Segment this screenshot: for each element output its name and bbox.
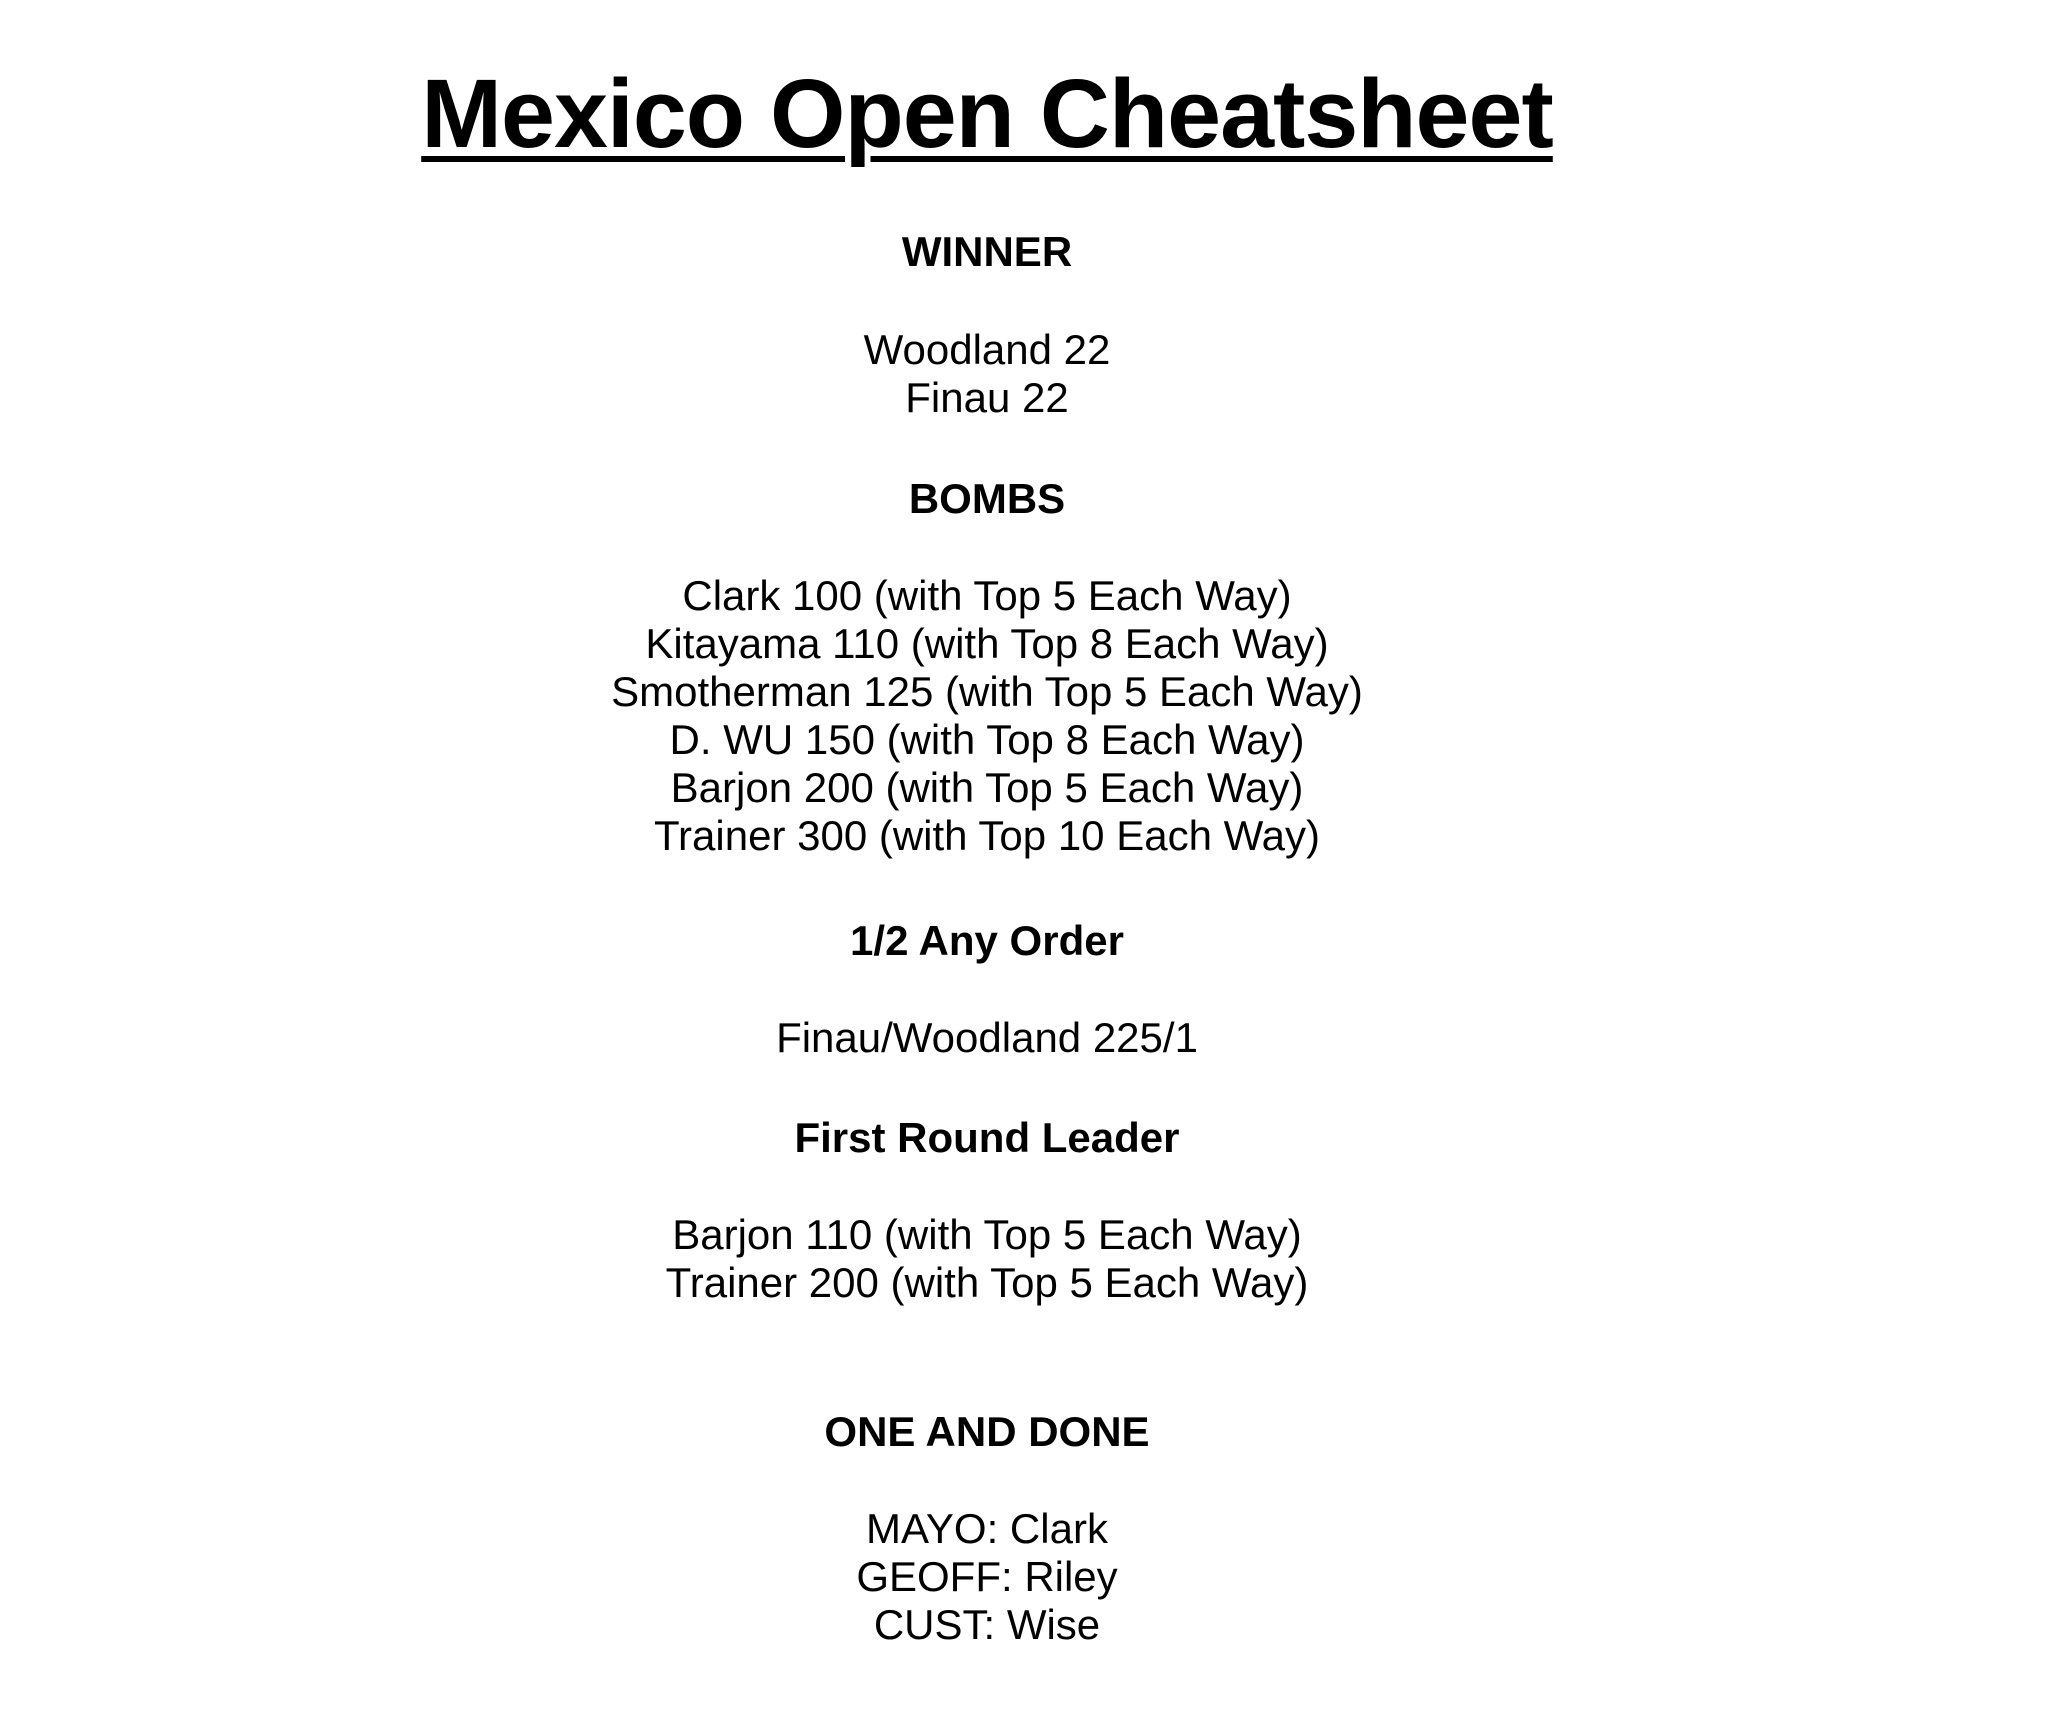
bombs-heading-block	[0, 475, 1974, 523]
winner-list	[0, 326, 1974, 422]
bombs-line: Smotherman 125 (with Top 5 Each Way)	[611, 668, 1363, 715]
one-and-done-line: CUST: Wise	[873, 1601, 1101, 1648]
winner-heading: WINNER	[901, 228, 1073, 275]
bombs-heading: BOMBS	[908, 475, 1066, 522]
bombs-line: Kitayama 110 (with Top 8 Each Way)	[645, 620, 1329, 667]
one-and-done-heading-block	[0, 1408, 1974, 1456]
bombs-line: D. WU 150 (with Top 8 Each Way)	[669, 716, 1305, 763]
bombs-line: Clark 100 (with Top 5 Each Way)	[682, 572, 1292, 619]
one-and-done-heading: ONE AND DONE	[824, 1408, 1150, 1455]
any-order-list	[0, 1014, 1974, 1062]
first-round-leader-heading-block	[0, 1114, 1974, 1162]
any-order-heading: 1/2 Any Order	[850, 917, 1124, 964]
any-order-heading-block	[0, 917, 1974, 965]
first-round-leader-line: Barjon 110 (with Top 5 Each Way)	[672, 1211, 1302, 1258]
one-and-done-line: MAYO: Clark	[866, 1505, 1108, 1552]
any-order-line: Finau/Woodland 225/1	[776, 1014, 1198, 1061]
winner-line: Finau 22	[905, 374, 1069, 421]
bombs-line: Trainer 300 (with Top 10 Each Way)	[653, 812, 1321, 859]
first-round-leader-heading: First Round Leader	[794, 1114, 1180, 1161]
first-round-leader-list	[0, 1211, 1974, 1307]
one-and-done-line: GEOFF: Riley	[856, 1553, 1118, 1600]
bombs-list	[0, 572, 1974, 860]
bombs-line: Barjon 200 (with Top 5 Each Way)	[670, 764, 1304, 811]
page-title: Mexico Open Cheatsheet	[421, 59, 1553, 168]
winner-heading-block	[0, 228, 1974, 276]
winner-line: Woodland 22	[863, 326, 1111, 373]
first-round-leader-line: Trainer 200 (with Top 5 Each Way)	[665, 1259, 1309, 1306]
one-and-done-list	[0, 1505, 1974, 1649]
